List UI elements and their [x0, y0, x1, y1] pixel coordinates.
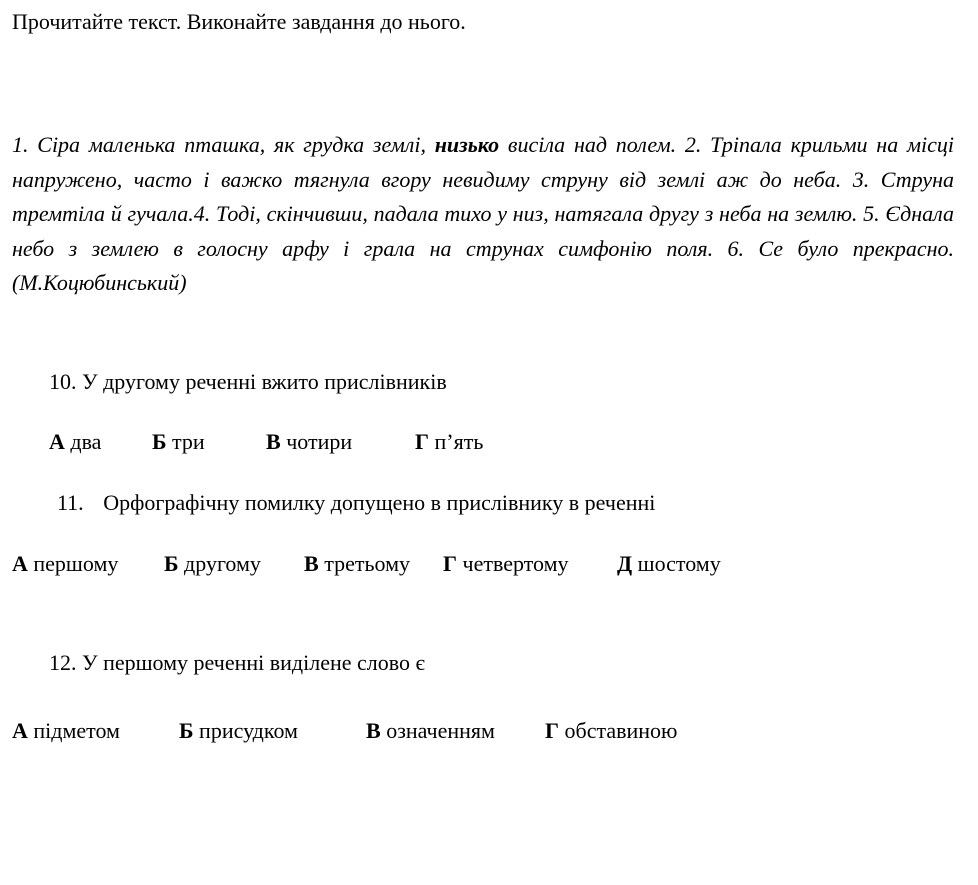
option-letter: Г	[545, 718, 559, 743]
answer-option-a[interactable]	[12, 715, 120, 747]
option-text: три	[172, 429, 205, 454]
option-text: підметом	[33, 718, 120, 743]
option-letter: А	[49, 429, 65, 454]
option-text: два	[70, 429, 102, 454]
option-text: означенням	[386, 718, 495, 743]
option-text: першому	[33, 551, 119, 576]
option-text: чотири	[286, 429, 353, 454]
instruction-text: Прочитайте текст. Виконайте завдання до нього.	[12, 9, 466, 34]
option-letter: А	[12, 718, 28, 743]
option-letter: Б	[152, 429, 167, 454]
question-text: У другому реченні вжито прислівників	[82, 369, 447, 394]
option-letter: А	[12, 551, 28, 576]
question-11	[57, 487, 655, 519]
option-letter: Г	[443, 551, 457, 576]
option-text: четвертому	[462, 551, 569, 576]
option-letter: В	[366, 718, 381, 743]
option-text: присудком	[199, 718, 298, 743]
question-12	[49, 647, 425, 679]
question-text: У першому реченні виділене слово є	[82, 650, 425, 675]
option-text: обставиною	[564, 718, 678, 743]
passage-text-rest: висіла над полем. 2. Тріпала крильми на місці напружено, часто і важко тягнула вгору невидиму струну від землі аж до неба. 3. Струна тремтіла й гучала.4. Тоді, скінчивши, падала тихо у низ, натягала другу з неба на землю. 5. Єднала небо з землею в голосну арфу і грала на струнах симфонію поля. 6. Се було прекрасно. (М.Коцюбинський)	[12, 132, 954, 295]
answer-option-h[interactable]	[545, 715, 677, 747]
option-letter: Б	[179, 718, 194, 743]
answer-option-h[interactable]	[443, 548, 569, 580]
option-text: другому	[184, 551, 261, 576]
answer-option-v[interactable]	[304, 548, 410, 580]
answer-option-a[interactable]	[49, 426, 101, 458]
question-number: 10.	[49, 369, 77, 394]
option-text: третьому	[324, 551, 410, 576]
question-10	[49, 366, 447, 398]
option-text: шостому	[637, 551, 721, 576]
option-letter: Д	[617, 551, 633, 576]
answer-option-v[interactable]	[366, 715, 495, 747]
option-text: п’ять	[434, 429, 484, 454]
answer-option-a[interactable]	[12, 548, 118, 580]
highlighted-word: низько	[434, 132, 500, 157]
option-letter: В	[304, 551, 319, 576]
question-number: 12.	[49, 650, 77, 675]
answer-option-h[interactable]	[415, 426, 483, 458]
answer-option-v[interactable]	[266, 426, 352, 458]
option-letter: Г	[415, 429, 429, 454]
answer-option-b[interactable]	[164, 548, 261, 580]
answer-option-b[interactable]	[179, 715, 298, 747]
option-letter: Б	[164, 551, 179, 576]
reading-passage	[12, 128, 954, 301]
option-letter: В	[266, 429, 281, 454]
passage-text-start: 1. Сіра маленька пташка, як грудка землі,	[12, 132, 435, 157]
question-number: 11.	[57, 490, 84, 515]
question-text: Орфографічну помилку допущено в прислівнику в реченні	[103, 490, 656, 515]
answer-option-b[interactable]	[152, 426, 205, 458]
answer-option-d[interactable]	[617, 548, 721, 580]
